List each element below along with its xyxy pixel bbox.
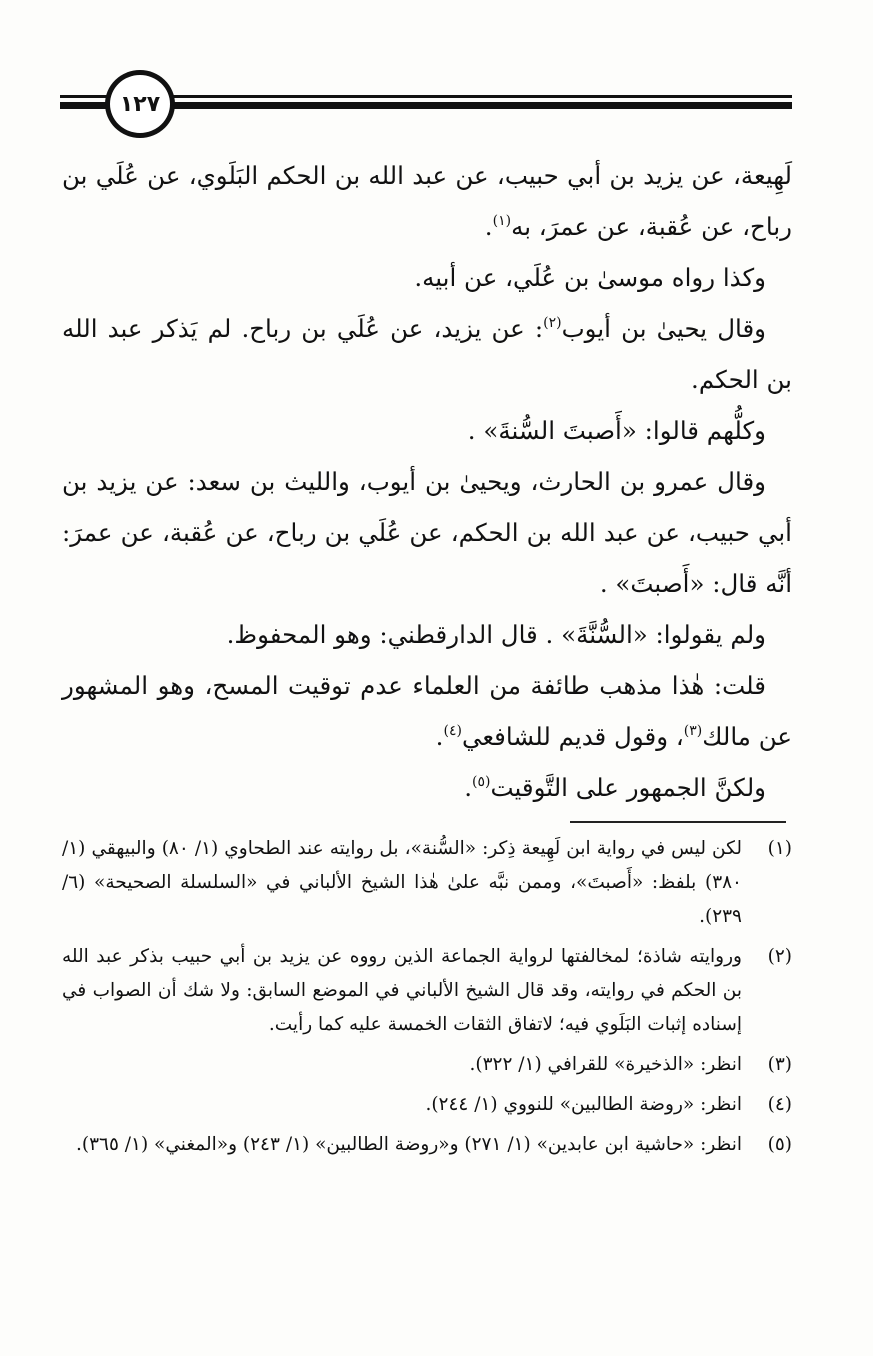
footnote-number: (٢) <box>767 946 792 967</box>
footnote-text: انظر: «روضة الطالبين» للنووي (١/ ٢٤٤). <box>425 1094 742 1115</box>
footnote-ref[interactable]: (٤) <box>443 723 462 739</box>
header-rule <box>60 102 108 109</box>
footnote-text: انظر: «الذخيرة» للقرافي (١/ ٣٢٢). <box>469 1054 742 1075</box>
footnote-number: (٥) <box>767 1134 792 1155</box>
footnote-ref[interactable]: (٢) <box>543 315 562 331</box>
paragraph: ولكنَّ الجمهور على التَّوقيت$^{(٥)}$. <box>464 773 766 802</box>
footnote-number: (١) <box>767 838 792 859</box>
paragraph: قلت: هٰذا مذهب طائفة من العلماء عدم توقيت المسح، وهو المشهور عن مالك$^{(٣)}$، وقول قديم للشافعي$^{(٤)}$. <box>62 671 792 751</box>
main-text <box>62 150 792 813</box>
footnote <box>62 940 792 1042</box>
footnote-ref[interactable]: (١) <box>492 213 512 229</box>
paragraph: ولم يقولوا: «السُّنَّةَ» . قال الدارقطني: وهو المحفوظ. <box>226 620 766 649</box>
page-header <box>60 70 792 132</box>
paragraph: وقال يحيىٰ بن أيوب$^{(٢)}$: عن يزيد، عن عُلَي بن رباح. لم يَذكر عبد الله بن الحكم. <box>62 314 792 394</box>
footnote-ref[interactable]: (٣) <box>683 723 703 739</box>
footnote-separator <box>570 821 786 823</box>
paragraph: وقال عمرو بن الحارث، ويحيىٰ بن أيوب، والليث بن سعد: عن يزيد بن أبي حبيب، عن عبد الله بن الحكم، عن عُلَي بن رباح، عن عُقبة، عن عمرَ: أنَّه قال: «أَصبتَ» . <box>62 467 792 598</box>
footnote <box>62 1048 792 1082</box>
footnote-text: لكن ليس في رواية ابن لَهِيعة ذِكر: «السُّنة»، بل روايته عند الطحاوي (١/ ٨٠) والبيهقي (١/ ٣٨٠) بلفظ: «أَصبتَ»، وممن نبَّه علىٰ هٰذا الشيخ الألباني في «السلسلة الصحيحة» (٦/ ٢٣٩). <box>62 838 742 927</box>
footnote-ref[interactable]: (٥) <box>472 774 491 790</box>
paragraph: وكلُّهم قالوا: «أَصبتَ السُّنةَ» . <box>467 416 766 445</box>
header-rule <box>170 102 792 109</box>
footnote-text: وروايته شاذة؛ لمخالفتها لرواية الجماعة الذين رووه عن يزيد بن أبي حبيب بذكر عبد الله بن الحكم في روايته، وقد قال الشيخ الألباني في الموضع السابق: ولا شك أن الصواب في إسناده إثبات البَلَوي فيه؛ لاتفاق الثقات الخمسة عليه كما رأيت. <box>62 946 742 1035</box>
footnotes <box>62 832 792 1168</box>
paragraph: لَهِيعة، عن يزيد بن أبي حبيب، عن عبد الله بن الحكم البَلَوي، عن عُلَي بن رباح، عن عُقبة، عن عمرَ، به$^{(١)}$. <box>62 161 792 241</box>
footnote-number: (٣) <box>767 1054 792 1075</box>
footnote <box>62 832 792 934</box>
paragraph: وكذا رواه موسىٰ بن عُلَي، عن أبيه. <box>414 263 766 292</box>
footnote-number: (٤) <box>767 1094 792 1115</box>
footnote <box>62 1088 792 1122</box>
footnote <box>62 1128 792 1162</box>
header-rule <box>60 95 108 98</box>
page-number: ١٢٧ <box>105 70 175 138</box>
footnote-text: انظر: «حاشية ابن عابدين» (١/ ٢٧١) و«روضة الطالبين» (١/ ٢٤٣) و«المغني» (١/ ٣٦٥). <box>75 1134 742 1155</box>
header-rule <box>170 95 792 98</box>
